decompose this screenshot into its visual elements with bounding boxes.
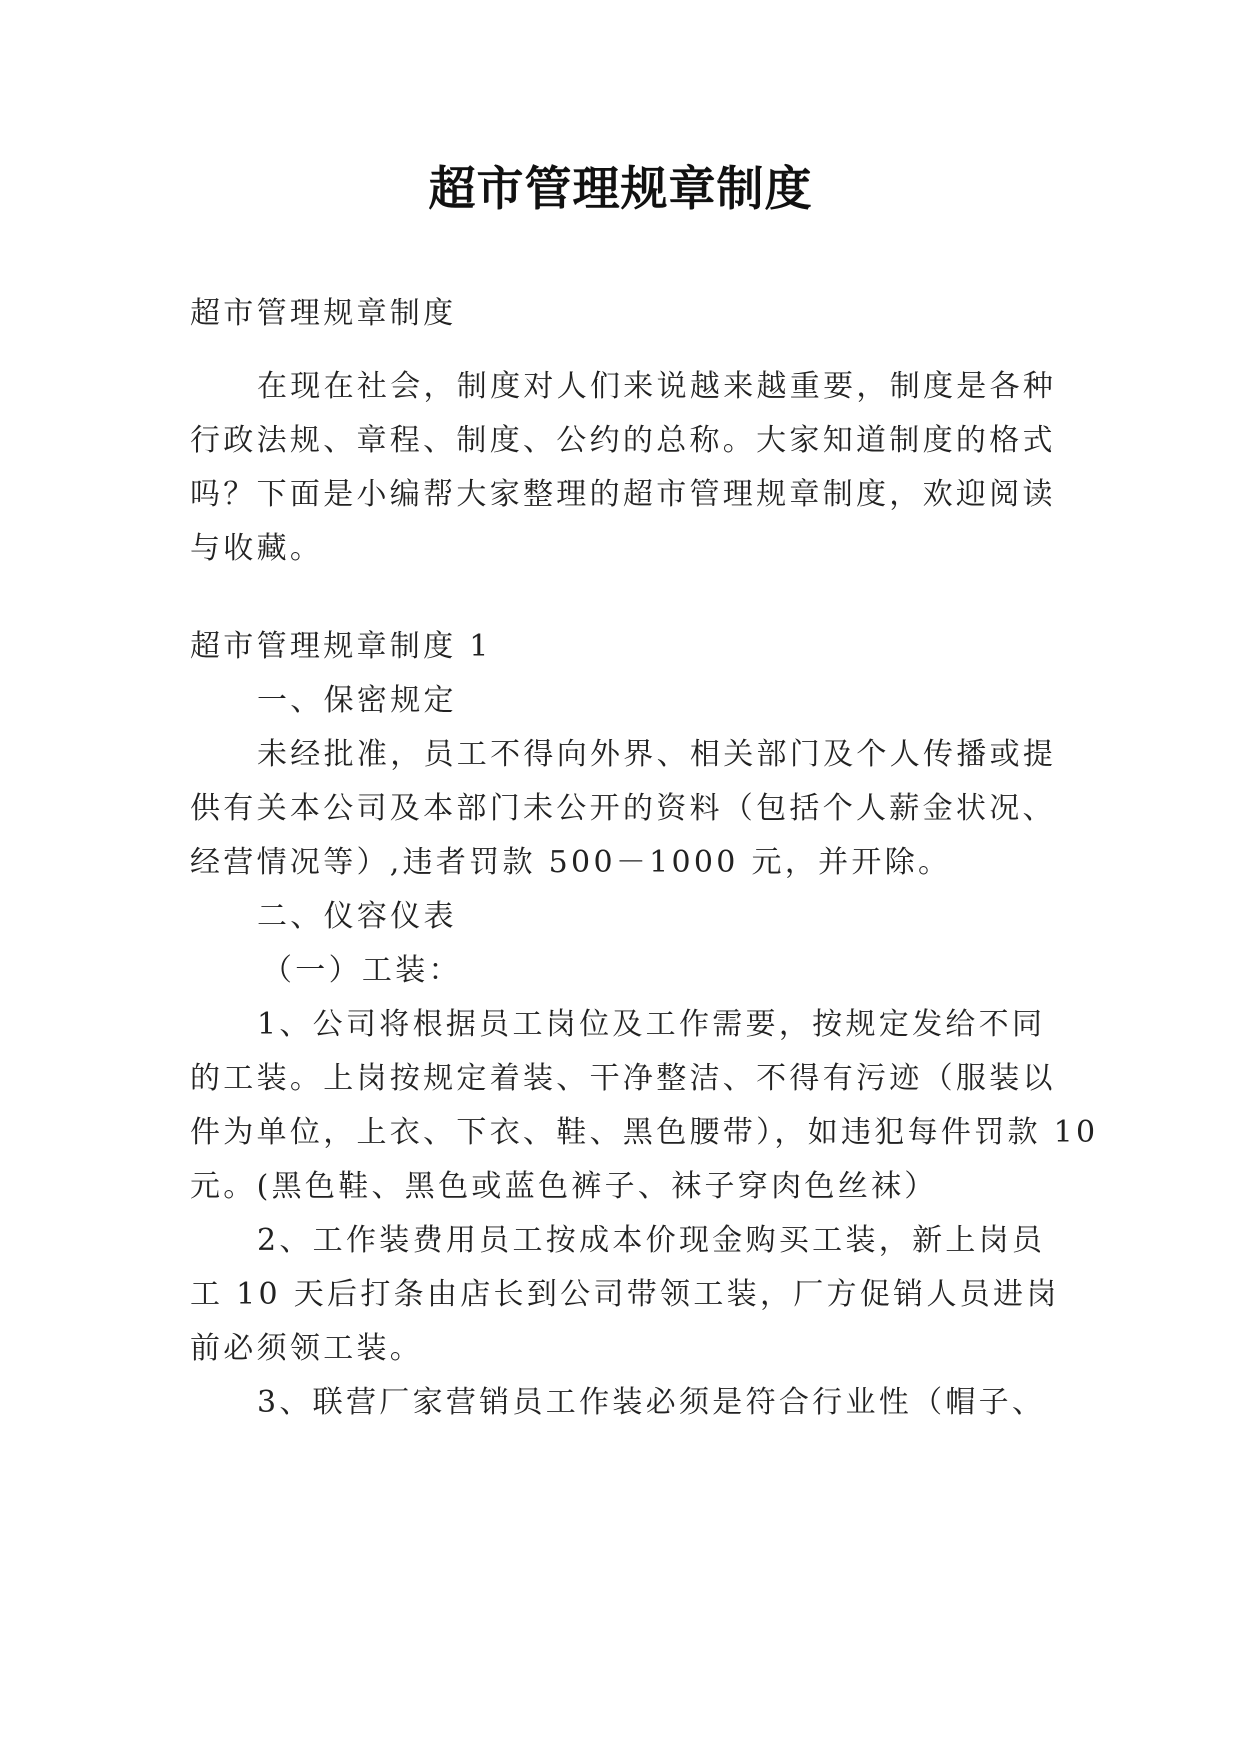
intro-line-3: 吗？下面是小编帮大家整理的超市管理规章制度，欢迎阅读 [190,477,1056,512]
document-title: 超市管理规章制度 [428,162,813,217]
uniform-item1-line-1: 1、公司将根据员工岗位及工作需要，按规定发给不同 [257,1007,1046,1042]
uniform-item1-line-3: 件为单位，上衣、下衣、鞋、黑色腰带），如违犯每件罚款 10 [190,1115,1099,1150]
confidential-line-3: 经营情况等）,违者罚款 500－1000 元，并开除。 [190,845,952,880]
uniform-item1-line-2: 的工装。上岗按规定着装、干净整洁、不得有污迹（服装以 [190,1061,1056,1096]
intro-line-4: 与收藏。 [190,531,324,566]
appearance-heading: 二、仪容仪表 [257,899,457,934]
uniform-item2-line-1: 2、工作装费用员工按成本价现金购买工装，新上岗员 [257,1223,1046,1258]
confidential-line-2: 供有关本公司及本部门未公开的资料（包括个人薪金状况、 [190,791,1056,826]
section-title: 超市管理规章制度 1 [190,629,492,664]
intro-line-1: 在现在社会，制度对人们来说越来越重要，制度是各种 [257,369,1057,404]
uniform-item1-line-4: 元。(黑色鞋、黑色或蓝色裤子、袜子穿肉色丝袜） [190,1169,938,1204]
document-subtitle: 超市管理规章制度 [190,296,457,331]
uniform-heading: （一）工装： [262,953,462,988]
intro-line-2: 行政法规、章程、制度、公约的总称。大家知道制度的格式 [190,423,1056,458]
uniform-item2-line-2: 工 10 天后打条由店长到公司带领工装，厂方促销人员进岗 [190,1277,1060,1312]
uniform-item3-line-1: 3、联营厂家营销员工作装必须是符合行业性（帽子、 [257,1385,1046,1420]
confidential-heading: 一、保密规定 [257,683,457,718]
confidential-line-1: 未经批准，员工不得向外界、相关部门及个人传播或提 [257,737,1057,772]
uniform-item2-line-3: 前必须领工装。 [190,1331,424,1366]
